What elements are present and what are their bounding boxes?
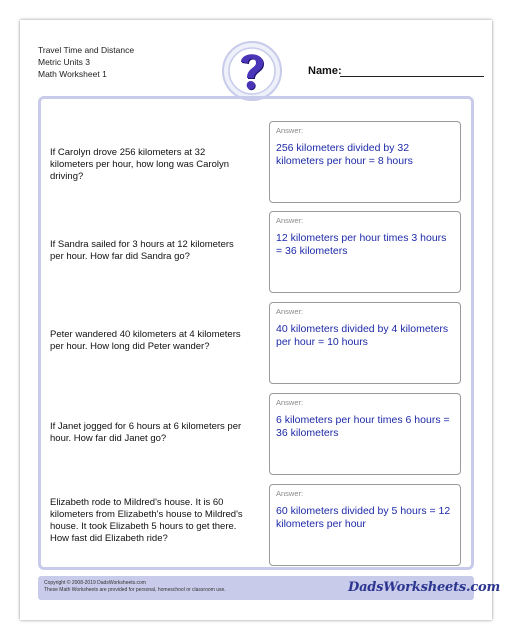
footer-copyright <box>44 580 226 594</box>
brand-logo: DadsWorksheets.com <box>348 580 501 595</box>
worksheet-number: Math Worksheet 1 <box>38 69 107 79</box>
worksheet-subtitle: Metric Units 3 <box>38 57 90 67</box>
problem-text: If Carolyn drove 256 kilometers at 32 kilometers per hour, how long was Carolyn driving? <box>50 147 230 182</box>
footer-bar <box>38 576 501 600</box>
problem-text: Elizabeth rode to Mildred's house. It is 60 kilometers from Elizabeth's house to Mildred's house. It took Elizabeth 5 hours to get there. How fast did Elizabeth ride? <box>50 497 243 544</box>
answer-text: 6 kilometers per hour times 6 hours = 36 kilometers <box>276 414 450 439</box>
problem-text: Peter wandered 40 kilometers at 4 kilometers per hour. How long did Peter wander? <box>50 329 241 352</box>
answer-label: Answer: <box>276 489 304 498</box>
answer-box[interactable] <box>269 302 461 384</box>
answer-label: Answer: <box>276 307 304 316</box>
answer-box[interactable] <box>269 121 461 203</box>
answer-text: 40 kilometers divided by 4 kilometers per hour = 10 hours <box>276 323 449 348</box>
answer-label: Answer: <box>276 216 304 225</box>
worksheet-header <box>38 44 134 80</box>
question-mark-icon <box>222 41 282 101</box>
problem-text: If Janet jogged for 6 hours at 6 kilometers per hour. How far did Janet go? <box>50 421 242 444</box>
answer-box[interactable] <box>269 484 461 566</box>
worksheet-page <box>20 20 501 620</box>
copyright-text: Copyright © 2008-2019 DadsWorksheets.com <box>44 580 146 586</box>
answer-box[interactable] <box>269 393 461 475</box>
answer-text: 12 kilometers per hour times 3 hours = 36 kilometers <box>276 232 447 257</box>
answer-text: 256 kilometers divided by 32 kilometers per hour = 8 hours <box>276 142 413 167</box>
name-label: Name: <box>308 65 342 77</box>
usage-notice: These Math Worksheets are provided for personal, homeschool or classroom use. <box>44 587 226 593</box>
worksheet-title: Travel Time and Distance <box>38 45 135 55</box>
name-line[interactable] <box>340 76 484 77</box>
problems-frame <box>38 96 474 570</box>
answer-label: Answer: <box>276 126 304 135</box>
answer-label: Answer: <box>276 398 304 407</box>
answer-box[interactable] <box>269 211 461 293</box>
answer-text: 60 kilometers divided by 5 hours = 12 kilometers per hour <box>276 505 451 530</box>
problem-text: If Sandra sailed for 3 hours at 12 kilometers per hour. How far did Sandra go? <box>50 239 234 262</box>
